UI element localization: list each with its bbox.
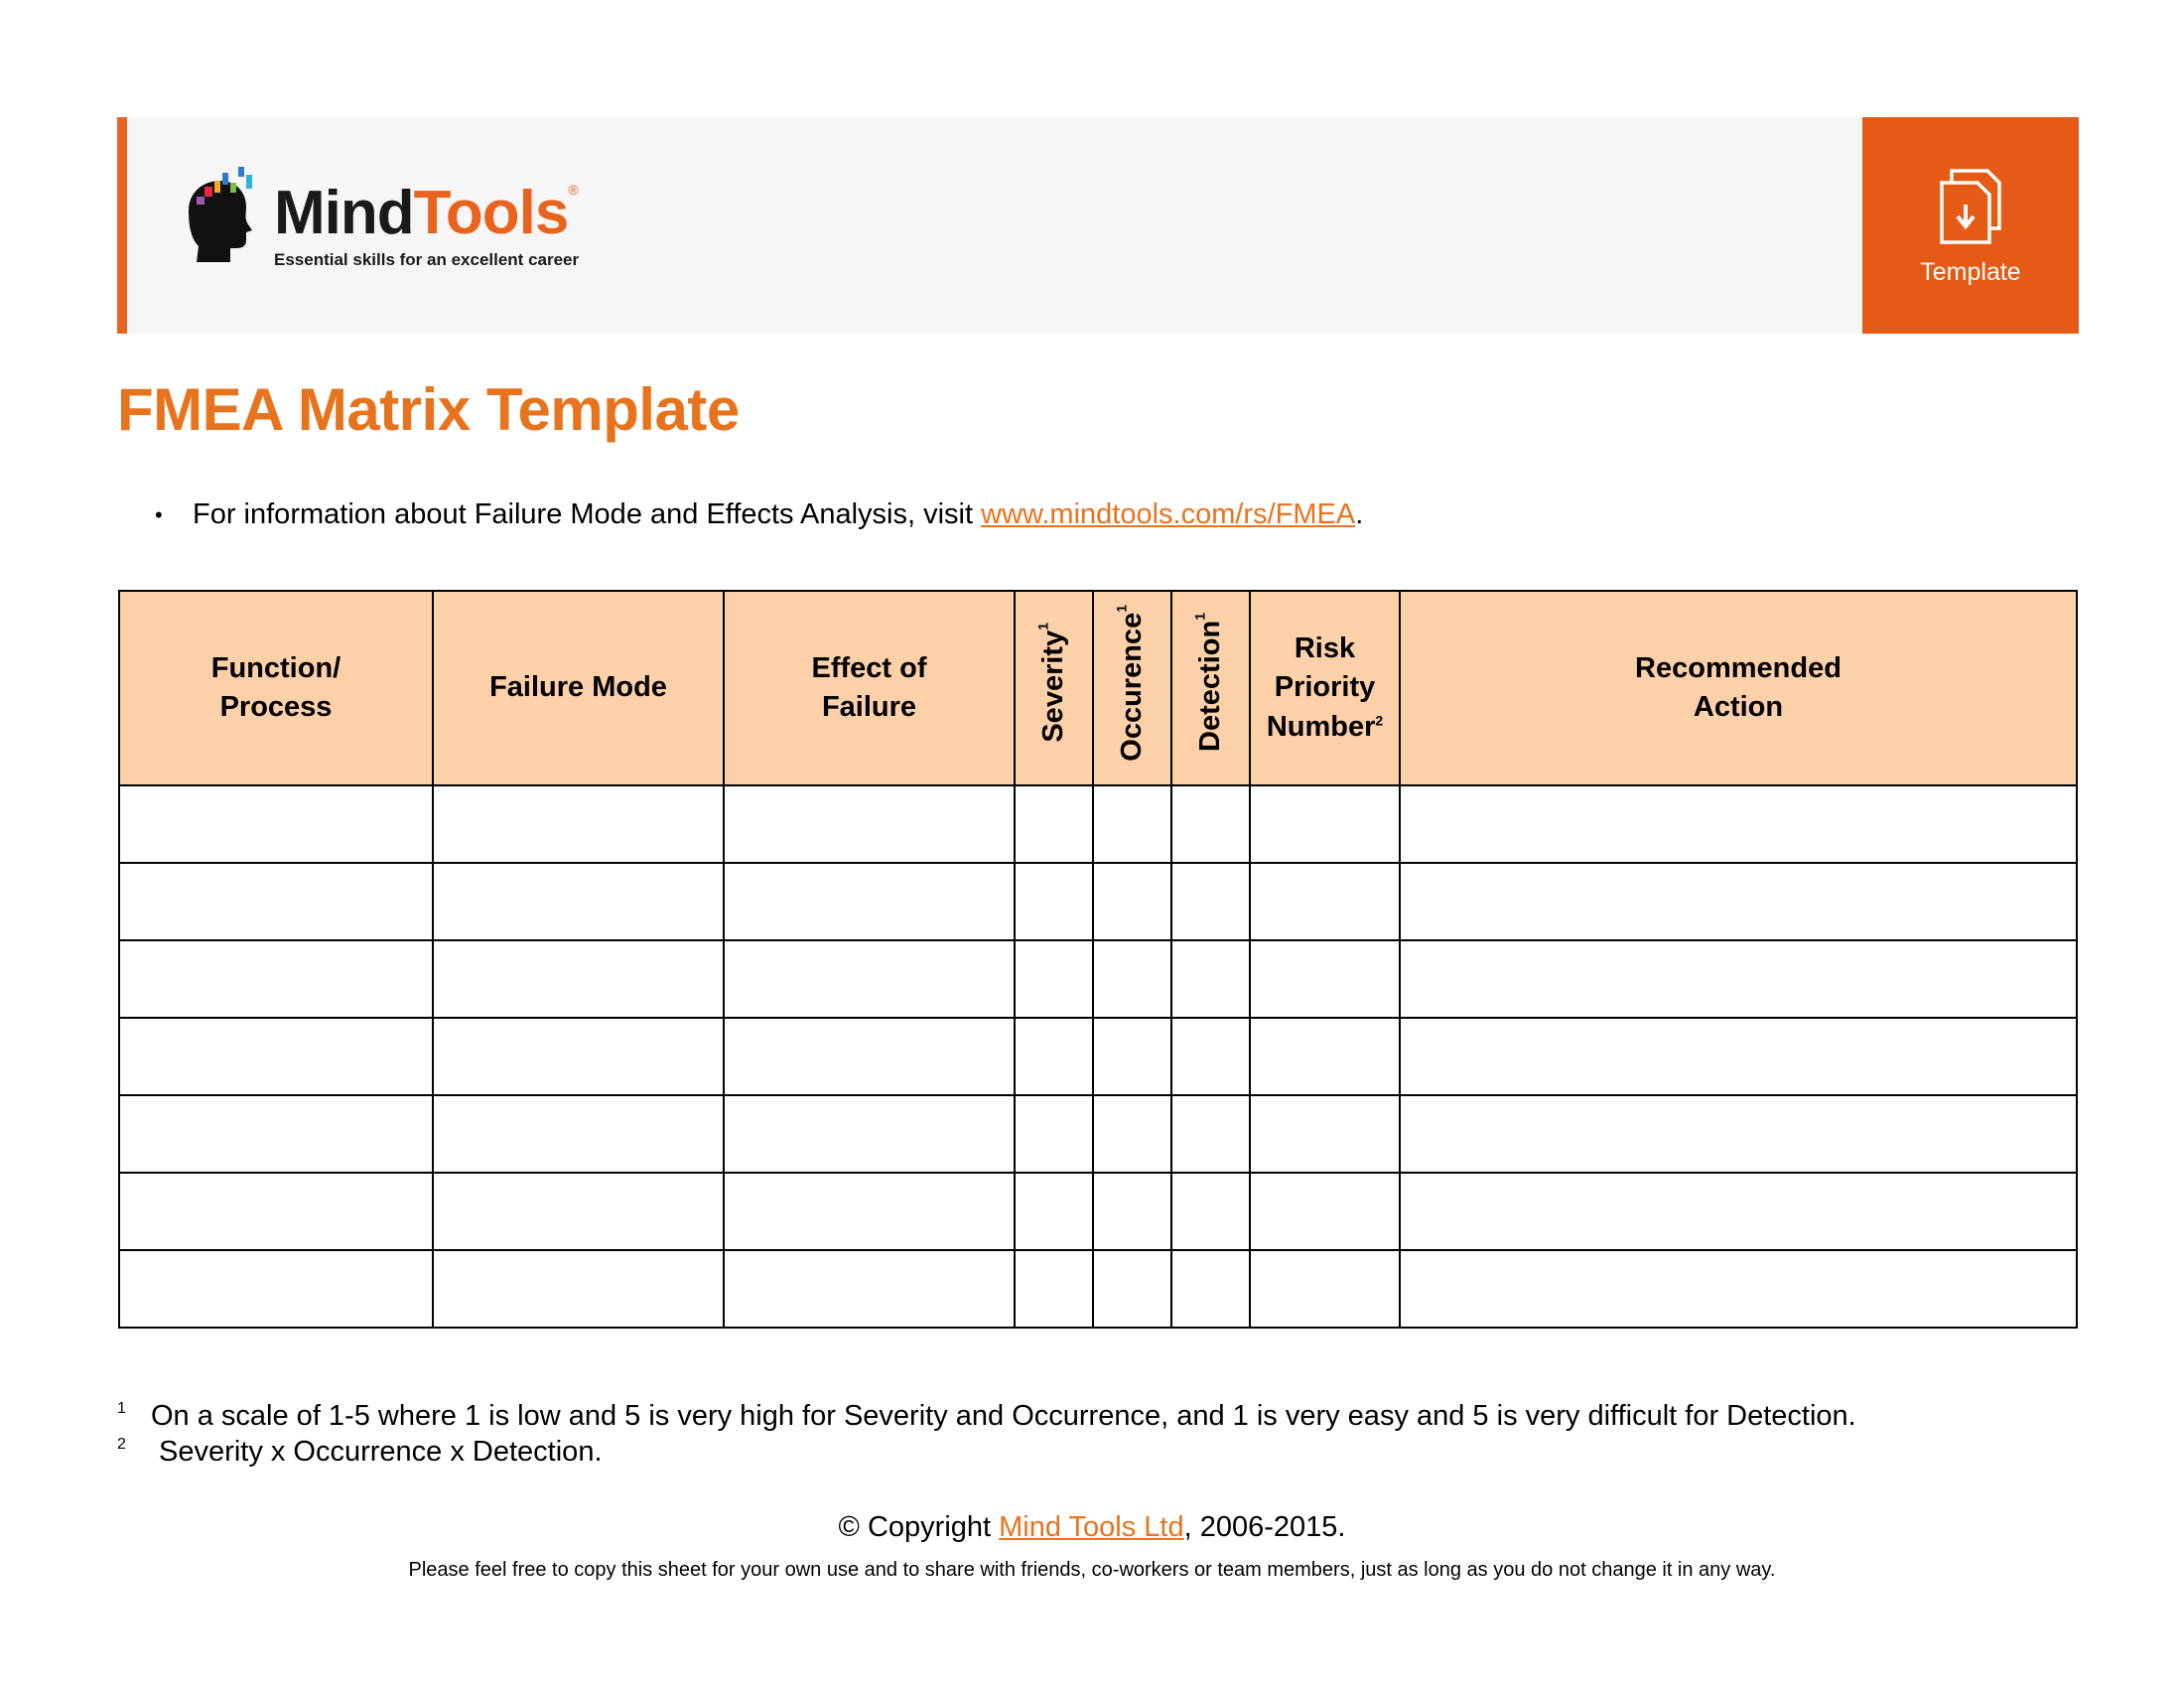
header-effect-of-failure: Effect of Failure (724, 591, 1015, 785)
cell-effect-of-failure[interactable] (724, 1250, 1015, 1328)
template-label: Template (1920, 258, 2021, 286)
table-row (119, 940, 2077, 1018)
cell-detection[interactable] (1171, 1173, 1250, 1250)
cell-recommended-action[interactable] (1400, 1250, 2077, 1328)
table-row (119, 1250, 2077, 1328)
cell-effect-of-failure[interactable] (724, 863, 1015, 940)
head-logo-icon (175, 167, 266, 266)
header-recommended-action: Recommended Action (1400, 591, 2077, 785)
cell-recommended-action[interactable] (1400, 1095, 2077, 1173)
cell-recommended-action[interactable] (1400, 940, 2077, 1018)
page-title: FMEA Matrix Template (117, 376, 740, 443)
cell-detection[interactable] (1171, 1250, 1250, 1328)
cell-function-process[interactable] (119, 785, 433, 863)
fmea-link[interactable]: www.mindtools.com/rs/FMEA (981, 498, 1356, 530)
cell-function-process[interactable] (119, 1173, 433, 1250)
info-text: For information about Failure Mode and Effects Analysis, visit (193, 498, 982, 530)
header-failure-mode: Failure Mode (433, 591, 724, 785)
cell-severity[interactable] (1015, 1173, 1093, 1250)
logo-mind-text: Mind (274, 179, 414, 247)
logo-tagline: Essential skills for an excellent career (274, 250, 580, 269)
logo-wordmark (274, 179, 578, 247)
cell-severity[interactable] (1015, 940, 1093, 1018)
footnote-text: On a scale of 1-5 where 1 is low and 5 is very high for Severity and Occurrence, and 1 is very easy and 5 is very difficult for Detection. (151, 1400, 1856, 1432)
cell-detection[interactable] (1171, 940, 1250, 1018)
cell-severity[interactable] (1015, 1095, 1093, 1173)
cell-effect-of-failure[interactable] (724, 940, 1015, 1018)
header-risk-priority-number: Risk Priority Number$^2$ (1250, 591, 1400, 785)
cell-severity[interactable] (1015, 785, 1093, 863)
header-detection: Detection$^1$ (1171, 591, 1250, 785)
cell-function-process[interactable] (119, 1250, 433, 1328)
cell-detection[interactable] (1171, 785, 1250, 863)
cell-failure-mode[interactable] (433, 1095, 724, 1173)
table-row (119, 1173, 2077, 1250)
header-accent-bar (117, 117, 127, 334)
cell-risk-priority-number[interactable] (1250, 1095, 1400, 1173)
cell-failure-mode[interactable] (433, 940, 724, 1018)
cell-recommended-action[interactable] (1400, 1173, 2077, 1250)
license-note: Please feel free to copy this sheet for your own use and to share with friends, co-workers or team members, just as long as you do not change it in any way. (408, 1559, 1776, 1581)
cell-severity[interactable] (1015, 1250, 1093, 1328)
cell-occurrence[interactable] (1093, 1095, 1171, 1173)
cell-effect-of-failure[interactable] (724, 1173, 1015, 1250)
fmea-table (118, 590, 2078, 1329)
cell-occurrence[interactable] (1093, 1250, 1171, 1328)
cell-function-process[interactable] (119, 940, 433, 1018)
footnote-2 (117, 1436, 603, 1469)
cell-failure-mode[interactable] (433, 1250, 724, 1328)
info-line (155, 498, 1363, 531)
footnote-text: Severity x Occurrence x Detection. (151, 1436, 603, 1468)
table-row (119, 785, 2077, 863)
cell-occurrence[interactable] (1093, 863, 1171, 940)
cell-function-process[interactable] (119, 863, 433, 940)
bullet: • (155, 502, 163, 528)
cell-effect-of-failure[interactable] (724, 1018, 1015, 1095)
cell-risk-priority-number[interactable] (1250, 1173, 1400, 1250)
cell-occurrence[interactable] (1093, 1173, 1171, 1250)
cell-failure-mode[interactable] (433, 1018, 724, 1095)
table-row (119, 1018, 2077, 1095)
cell-severity[interactable] (1015, 863, 1093, 940)
logo-registered-mark: ® (568, 182, 578, 198)
footnote-1 (117, 1400, 1856, 1433)
cell-risk-priority-number[interactable] (1250, 940, 1400, 1018)
cell-recommended-action[interactable] (1400, 785, 2077, 863)
logo-tools-text: Tools (413, 179, 569, 247)
table-header-row (119, 591, 2077, 785)
copyright-line: © Copyright Mind Tools Ltd, 2006-2015. (838, 1511, 1346, 1543)
info-suffix: . (1355, 498, 1364, 530)
cell-effect-of-failure[interactable] (724, 1095, 1015, 1173)
table-row (119, 863, 2077, 940)
table-row (119, 1095, 2077, 1173)
cell-risk-priority-number[interactable] (1250, 1018, 1400, 1095)
cell-detection[interactable] (1171, 1095, 1250, 1173)
footnote-mark: 2 (117, 1436, 126, 1453)
cell-detection[interactable] (1171, 1018, 1250, 1095)
cell-risk-priority-number[interactable] (1250, 785, 1400, 863)
cell-detection[interactable] (1171, 863, 1250, 940)
cell-risk-priority-number[interactable] (1250, 863, 1400, 940)
cell-occurrence[interactable] (1093, 1018, 1171, 1095)
cell-failure-mode[interactable] (433, 1173, 724, 1250)
cell-effect-of-failure[interactable] (724, 785, 1015, 863)
cell-occurrence[interactable] (1093, 785, 1171, 863)
cell-failure-mode[interactable] (433, 785, 724, 863)
header-occurrence: Occurence$^1$ (1093, 591, 1171, 785)
cell-recommended-action[interactable] (1400, 863, 2077, 940)
cell-function-process[interactable] (119, 1018, 433, 1095)
mindtools-ltd-link[interactable]: Mind Tools Ltd (999, 1511, 1184, 1543)
header-severity: Severity$^1$ (1015, 591, 1093, 785)
cell-risk-priority-number[interactable] (1250, 1250, 1400, 1328)
mindtools-logo[interactable] (175, 167, 592, 276)
template-badge (1862, 117, 2079, 334)
document-download-icon (1938, 169, 2003, 244)
cell-function-process[interactable] (119, 1095, 433, 1173)
header-function-process: Function/ Process (119, 591, 433, 785)
footnote-mark: 1 (117, 1400, 126, 1417)
cell-occurrence[interactable] (1093, 940, 1171, 1018)
cell-recommended-action[interactable] (1400, 1018, 2077, 1095)
cell-failure-mode[interactable] (433, 863, 724, 940)
cell-severity[interactable] (1015, 1018, 1093, 1095)
